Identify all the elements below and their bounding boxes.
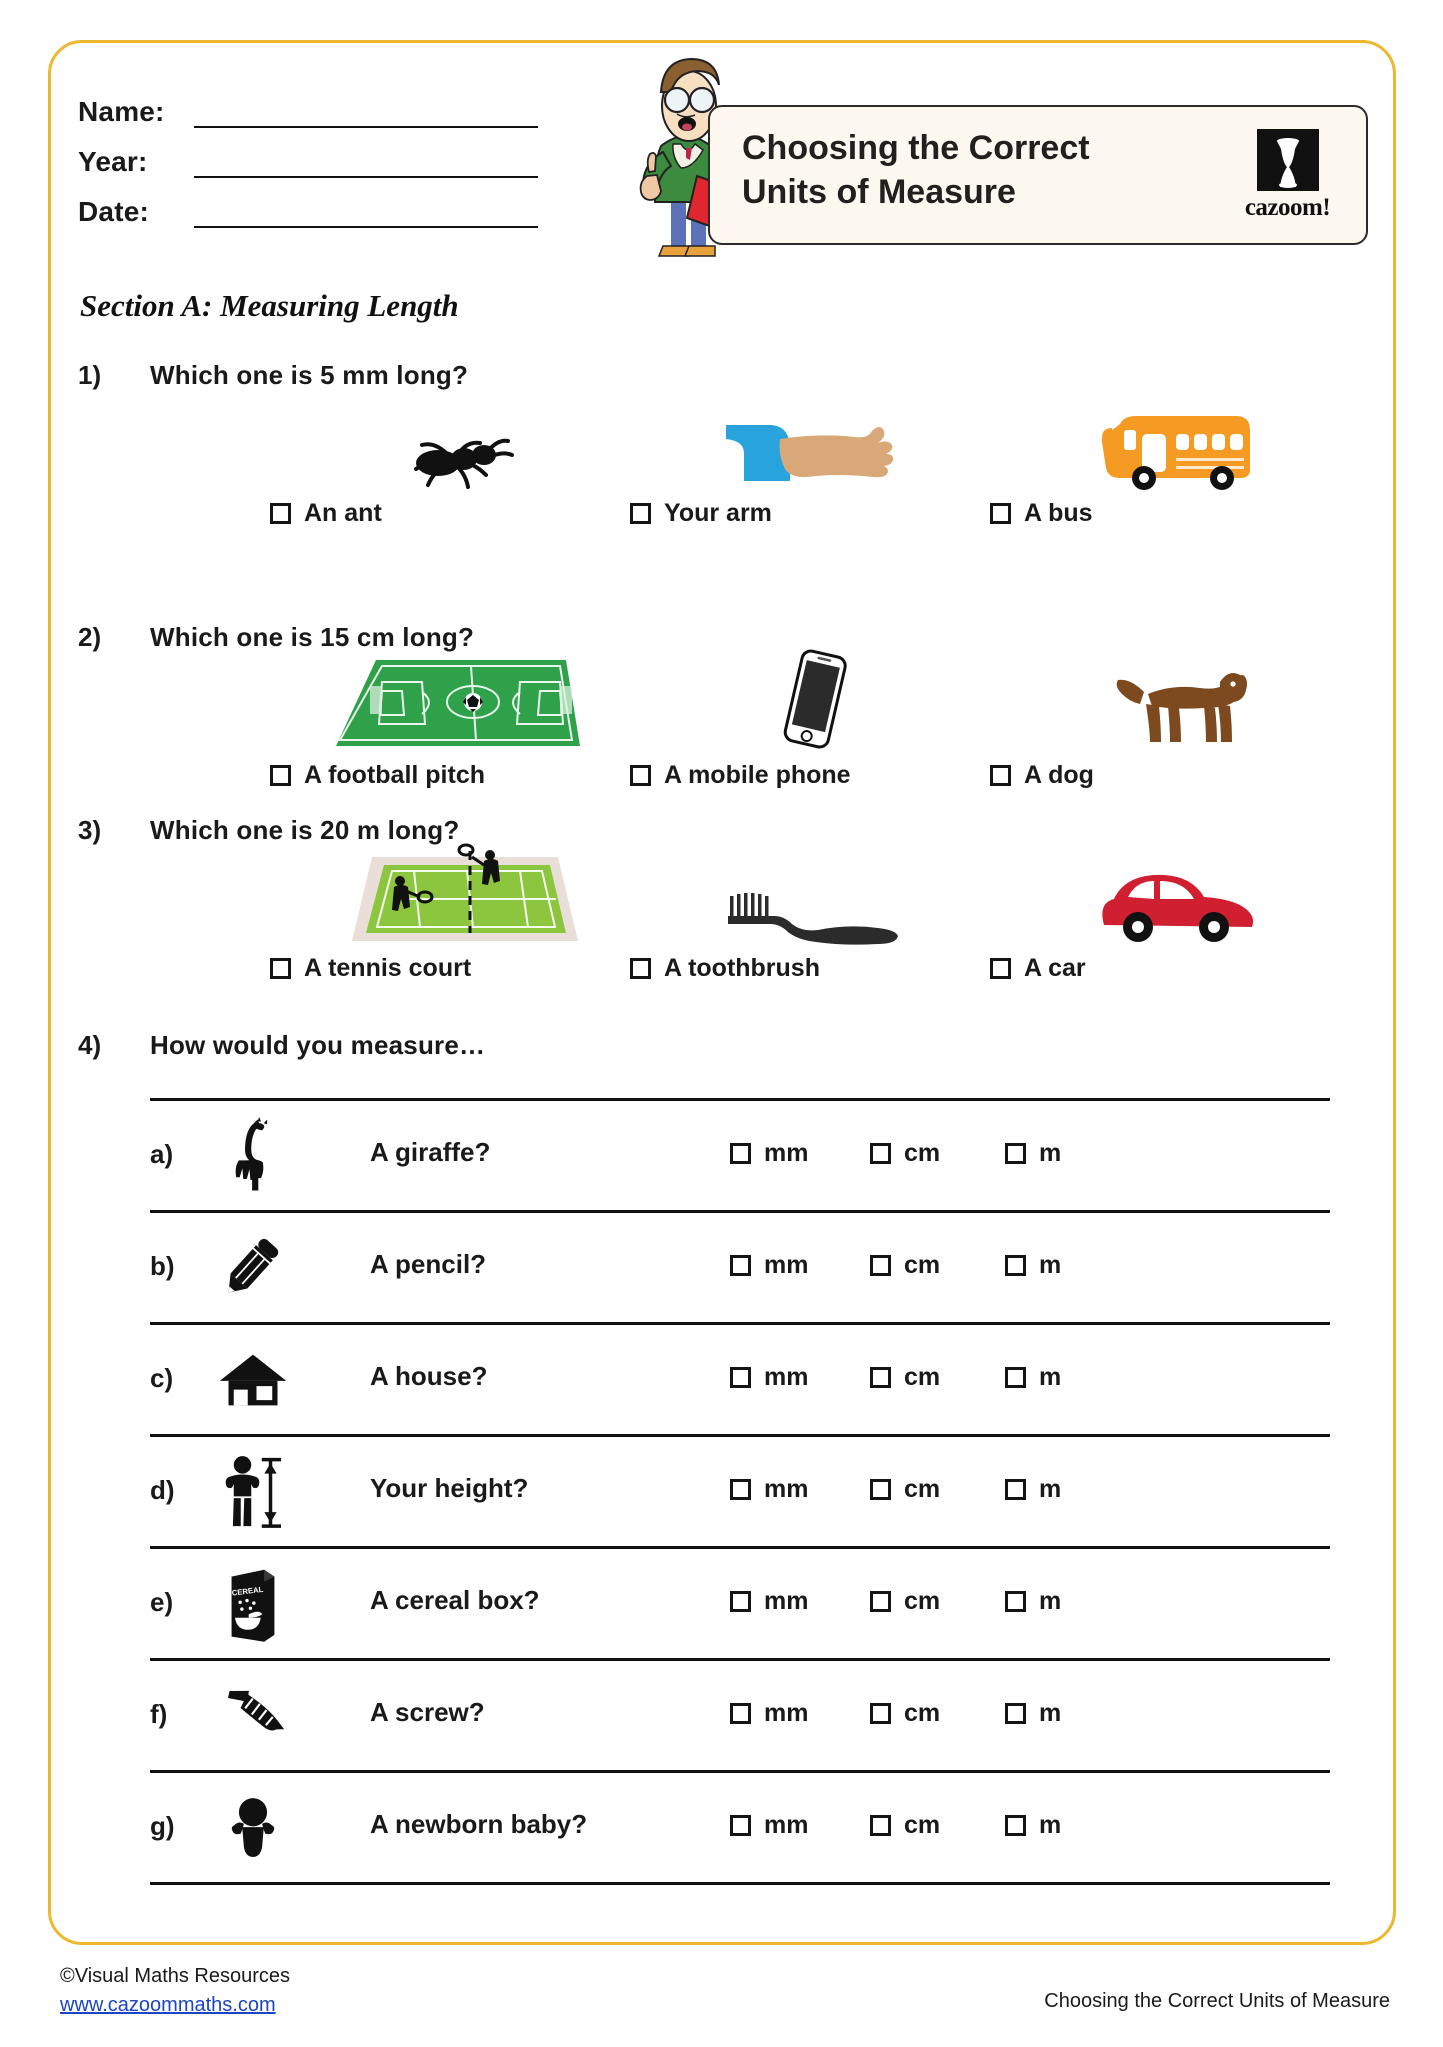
checkbox-mm[interactable] [730,1367,751,1388]
option-cm[interactable]: cm [870,1251,940,1280]
choice-label: A mobile phone [630,761,1000,790]
choice-label: A car [990,954,1360,983]
row-item: A pencil? [370,1249,487,1279]
choice-a-football-pitch[interactable] [270,660,640,790]
checkbox-cm[interactable] [870,1703,891,1724]
option-cm[interactable]: cm [870,1587,940,1616]
row-item: Your height? [370,1473,529,1503]
checkbox-a-bus[interactable] [990,503,1011,524]
checkbox-cm[interactable] [870,1479,891,1500]
choice-label: A bus [990,499,1360,528]
name-input-line[interactable] [194,96,538,128]
checkbox-mm[interactable] [730,1815,751,1836]
choice-a-tennis-court[interactable] [270,853,640,983]
question-4-text: How would you measure… [150,1030,486,1060]
arm-icon [630,398,1000,493]
footer-title: Choosing the Correct Units of Measure [1044,1990,1390,2012]
checkbox-a-car[interactable] [990,958,1011,979]
cazoom-logo [1235,129,1340,222]
question-4-number: 4) [78,1030,102,1060]
checkbox-cm[interactable] [870,1367,891,1388]
option-mm[interactable]: mm [730,1475,808,1504]
year-field-row [78,128,548,178]
screw-icon [205,1671,300,1761]
footer-left [60,1962,290,2020]
checkbox-a-dog[interactable] [990,765,1011,786]
option-mm[interactable]: mm [730,1811,808,1840]
football-pitch-icon [270,660,640,755]
toothbrush-icon [630,853,1000,948]
checkbox-a-tennis-court[interactable] [270,958,291,979]
choice-label: A toothbrush [630,954,1000,983]
choice-an-ant[interactable] [270,398,640,528]
tennis-court-icon [270,853,640,948]
row-item: A house? [370,1361,488,1391]
option-m[interactable]: m [1005,1699,1061,1728]
row-letter: c) [150,1363,174,1393]
checkbox-an-ant[interactable] [270,503,291,524]
website-link[interactable]: www.cazoommaths.com [60,1994,276,2016]
checkbox-cm[interactable] [870,1255,891,1276]
checkbox-mm[interactable] [730,1143,751,1164]
option-cm[interactable]: cm [870,1475,940,1504]
checkbox-m[interactable] [1005,1479,1026,1500]
name-field-row [78,78,548,128]
title-box [708,105,1368,245]
table-row [150,1658,1330,1770]
checkbox-a-mobile-phone[interactable] [630,765,651,786]
choice-a-toothbrush[interactable] [630,853,1000,983]
checkbox-mm[interactable] [730,1255,751,1276]
choice-a-mobile-phone[interactable] [630,660,1000,790]
question-3-text: Which one is 20 m long? [150,815,460,845]
checkbox-cm[interactable] [870,1815,891,1836]
option-mm[interactable]: mm [730,1251,808,1280]
copyright-text: ©Visual Maths Resources [60,1965,291,1987]
question-3-choices [150,853,1370,1003]
mobile-phone-icon [630,660,1000,755]
option-cm[interactable]: cm [870,1363,940,1392]
question-1-number: 1) [78,360,102,390]
choice-label: A tennis court [270,954,640,983]
row-letter: e) [150,1587,174,1617]
question-1-choices [150,398,1370,548]
option-m[interactable]: m [1005,1811,1061,1840]
car-icon [990,853,1360,948]
date-field-row [78,178,548,228]
house-icon [205,1335,300,1425]
option-m[interactable]: m [1005,1587,1061,1616]
cazoom-wordmark: cazoom! [1244,194,1331,221]
table-row [150,1434,1330,1546]
checkbox-a-toothbrush[interactable] [630,958,651,979]
baby-icon [205,1783,300,1873]
bus-icon [990,398,1360,493]
checkbox-your-arm[interactable] [630,503,651,524]
question-2-number: 2) [78,622,102,652]
student-fields [78,78,548,228]
checkbox-mm[interactable] [730,1479,751,1500]
option-m[interactable]: m [1005,1139,1061,1168]
row-letter: a) [150,1139,174,1169]
year-label: Year: [78,146,148,177]
row-item: A giraffe? [370,1137,491,1167]
choice-a-dog[interactable] [990,660,1360,790]
section-heading: Section A: Measuring Length [80,288,459,323]
checkbox-m[interactable] [1005,1703,1026,1724]
checkbox-m[interactable] [1005,1255,1026,1276]
checkbox-m[interactable] [1005,1367,1026,1388]
question-1-text: Which one is 5 mm long? [150,360,469,390]
row-letter: b) [150,1251,175,1281]
row-item: A screw? [370,1697,485,1727]
name-label: Name: [78,96,165,127]
choice-a-car[interactable] [990,853,1360,983]
cereal-box-icon [205,1559,300,1649]
option-m[interactable]: m [1005,1363,1061,1392]
option-mm[interactable]: mm [730,1699,808,1728]
row-letter: d) [150,1475,175,1505]
choice-label: Your arm [630,499,1000,528]
ant-icon [270,398,640,493]
person-height-icon [205,1447,300,1537]
checkbox-mm[interactable] [730,1703,751,1724]
checkbox-mm[interactable] [730,1591,751,1612]
choice-label: A dog [990,761,1360,790]
table-row [150,1770,1330,1885]
giraffe-icon [205,1111,300,1201]
option-m[interactable]: m [1005,1475,1061,1504]
table-row [150,1210,1330,1322]
choice-a-bus[interactable] [990,398,1360,528]
option-mm[interactable]: mm [730,1587,808,1616]
checkbox-a-football-pitch[interactable] [270,765,291,786]
option-cm[interactable]: cm [870,1699,940,1728]
worksheet-title: Choosing the Correct Units of Measure [742,129,1090,211]
measure-table [150,1098,1330,1885]
option-mm[interactable]: mm [730,1363,808,1392]
table-row [150,1322,1330,1434]
question-2-choices [150,660,1370,810]
dog-icon [990,660,1360,755]
checkbox-cm[interactable] [870,1591,891,1612]
date-input-line[interactable] [194,196,538,228]
date-label: Date: [78,196,150,227]
option-cm[interactable]: cm [870,1811,940,1840]
row-item: A cereal box? [370,1585,540,1615]
choice-your-arm[interactable] [630,398,1000,528]
table-row [150,1546,1330,1658]
row-item: A newborn baby? [370,1809,588,1839]
choice-label: An ant [270,499,640,528]
checkbox-m[interactable] [1005,1591,1026,1612]
pencil-icon [205,1223,300,1313]
option-cm[interactable]: cm [870,1139,940,1168]
row-letter: f) [150,1699,168,1729]
question-3-number: 3) [78,815,102,845]
year-input-line[interactable] [194,146,538,178]
row-letter: g) [150,1811,175,1841]
checkbox-m[interactable] [1005,1815,1026,1836]
choice-label: A football pitch [270,761,640,790]
checkbox-cm[interactable] [870,1143,891,1164]
checkbox-m[interactable] [1005,1143,1026,1164]
question-2-text: Which one is 15 cm long? [150,622,475,652]
table-row [150,1098,1330,1210]
svg-text:CEREAL: CEREAL [230,1584,264,1598]
worksheet-header [78,78,1368,258]
cazoom-drum-icon [1257,129,1319,191]
option-m[interactable]: m [1005,1251,1061,1280]
option-mm[interactable]: mm [730,1139,808,1168]
